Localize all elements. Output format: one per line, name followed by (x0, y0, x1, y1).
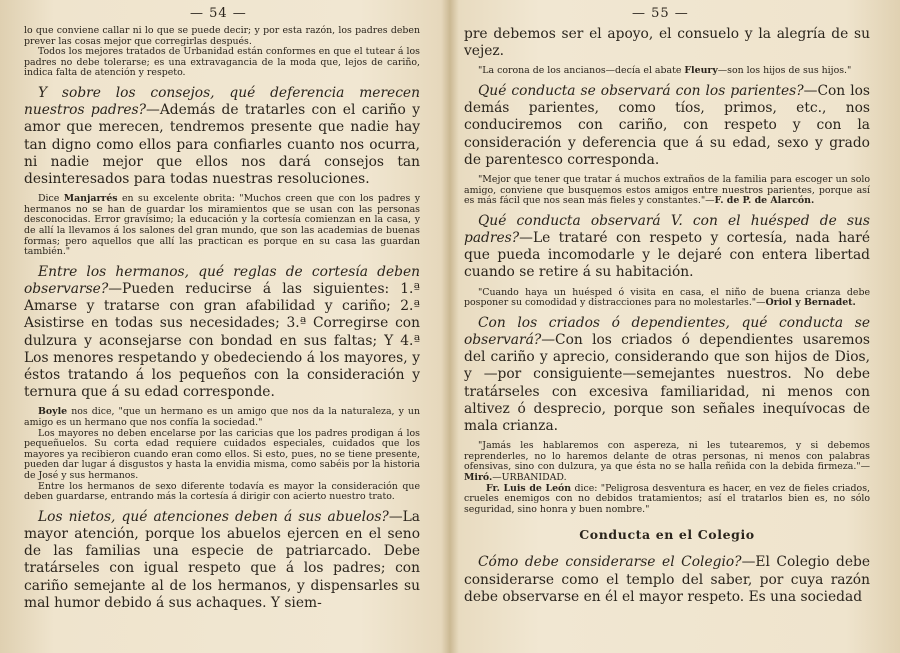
quote-text: —son los hijos de sus hijos." (717, 65, 852, 77)
page-number: — 55 — (632, 6, 689, 21)
question-paragraph (464, 315, 870, 435)
left-page (0, 0, 446, 653)
question: Qué conducta observará V. con el huésped de sus padres? (464, 212, 870, 246)
author-name: F. de P. de Alarcón. (714, 195, 815, 207)
author-name: Boyle (38, 406, 68, 418)
question: Los nietos, qué atenciones deben á sus abuelos? (38, 508, 389, 525)
quote-text: nos dice, "que un hermano es un amigo que nos da la naturaleza, y un amigo es un hermano que nos confía la sociedad." (24, 406, 420, 428)
author-name: Oriol y Bernadet. (765, 297, 856, 309)
quote-text: "Cuando haya un huésped ó visita en casa, el niño de buena crianza debe posponer su comodidad y distracciones para no molestarles."— (464, 286, 870, 309)
quote-paragraph (464, 175, 870, 207)
question: Con los criados ó dependientes, qué conducta se observará? (464, 314, 870, 348)
paragraph: pre debemos ser el apoyo, el consuelo y la alegría de su vejez. (464, 26, 870, 60)
answer: —La mayor atención, porque los abuelos ejercen en el seno de las familias una especie de patriarcado. Debe tratárseles con igual respeto que á los padres; con cariño semejante al de los hermanos, y dispensarles su mal humor debido á sus achaques. Y siem- (24, 508, 420, 611)
author-name: Manjarrés (63, 193, 118, 205)
answer: —Pueden reducirse á las siguientes: 1.ª Amarse y tratarse con gran afabilidad y cariño; 2.ª Asistirse en todas sus necesidades; 3.ª Corregirse con dulzura y aconsejarse con bondad en sus faltas; Y 4.ª Los menores respetando y obedeciendo á los mayores, y éstos tratando á los pequeños con la consideración y ternura que á su edad corresponde. (24, 280, 420, 401)
quote-paragraph (24, 407, 420, 428)
answer: —Además de tratarles con el cariño y amor que merecen, tendremos presente que nadie hay tan digno como ellos para confiarles cuanto nos ocurra, ni nadie mejor que ellos nos dará consejos tan desinteresados para todas nuestras resoluciones. (24, 102, 420, 187)
quote-text: en su excelente obrita: "Muchos creen que con los padres y hermanos no se han de guardar los miramientos que se usan con las personas desconocidas. Error gravísimo; la educación y la cortesía comienzan en la casa, y de allí la llevamos á los salones del gran mundo, que son las academias de buenas formas; pero aquellos que allí las practican es porque en su casa las guardan también." (24, 193, 421, 258)
right-page (452, 0, 900, 653)
quote-paragraph (464, 66, 870, 77)
page-text (24, 26, 420, 612)
paragraph: Entre los hermanos de sexo diferente todavía es mayor la consideración que deben guardarse, entrando más la cortesía á dirigir con acierto nuestro trato. (24, 480, 420, 503)
answer: —Con los criados ó dependientes usaremos del cariño y aprecio, considerando que son hijos de Dios, y —por consiguiente—semejantes nuestros. No debe tratárseles con excesiva familiaridad, ni menos con altivez ó desprecio, porque son señales inequívocas de mala crianza. (464, 332, 870, 435)
quote-text: "Jamás les hablaremos con aspereza, ni les tutearemos, y si debemos reprenderles, no lo haremos delante de otras personas, ni menos con palabras ofensivas, sino con dulzura, ya que ésta no se halla reñida con la debida firmeza."— (464, 440, 870, 473)
page-text (464, 26, 870, 606)
source-text: —URBANIDAD. (492, 472, 567, 483)
question: Qué conducta se observará con los parientes? (478, 83, 804, 99)
page-number: — 54 — (190, 6, 247, 21)
answer: —El Colegio debe considerarse como el templo del saber, por cuya razón debe observarse en él el mayor respeto. Es una sociedad (464, 554, 870, 605)
question-paragraph (464, 213, 870, 282)
question: Cómo debe considerarse el Colegio? (478, 554, 742, 571)
answer: —Con los demás parientes, como tíos, primos, etc., nos conduciremos con cariño, con respeto y con la consideración y deferencia que á su edad, sexo y grado de parentesco corresponda. (464, 83, 870, 168)
paragraph: Los mayores no deben encelarse por las caricias que los padres prodigan á los pequeñuelos. Su corta edad requiere cuidados especiales, cuidados que los mayores ya recibieron cuando eran como ellos. Si esto, pues, no se tiene presente, pueden dar lugar á disgustos y hasta la envidia misma, como sabéis por la historia de José y sus hermanos. (24, 427, 420, 481)
author-name: Fr. Luis de León (486, 482, 572, 494)
author-name: Fleury (684, 65, 718, 77)
quote-text: "Mejor que tener que tratar á muchos extraños de la familia para escoger un solo amigo, conviene que busquemos estos amigos entre nuestros parientes, porque así es más fácil que nos sean más fieles y constantes."— (464, 174, 870, 207)
paragraph: lo que conviene callar ni lo que se puede decir; y por esta razón, los padres deben prever las cosas mejor que corregirlas después. (24, 25, 420, 47)
question-paragraph (464, 83, 870, 169)
quote-text: dice: "Peligrosa desventura es hacer, en vez de fieles criados, crueles enemigos con no debidos tratamientos; así el tratarlos bien es, no sólo seguridad, sino honra y buen nombre." (464, 482, 870, 515)
quote-paragraph (464, 441, 870, 483)
question-paragraph (464, 554, 870, 606)
question: Y sobre los consejos, qué deferencia merecen nuestros padres? (24, 84, 420, 119)
question-paragraph (24, 509, 420, 612)
quote-paragraph (464, 484, 870, 516)
question: Entre los hermanos, qué reglas de cortesía deben observarse? (24, 263, 420, 297)
quote-paragraph (24, 194, 420, 258)
question-paragraph (24, 85, 420, 188)
author-name: Miró. (464, 472, 493, 483)
quote-text: Dice (38, 193, 64, 205)
quote-text: "La corona de los ancianos—decía el abate (478, 65, 685, 77)
question-paragraph (24, 264, 420, 402)
paragraph: Todos los mejores tratados de Urbanidad están conformes en que el tutear á los padres no debe tolerarse; es una extravagancia de la moda que, lejos de cariño, indica falta de atención y respeto. (24, 46, 420, 79)
section-heading: Conducta en el Colegio (579, 527, 755, 543)
quote-paragraph (464, 288, 870, 309)
answer: —Le trataré con respeto y cortesía, nada haré que pueda incomodarle y le dejaré con entera libertad cuando se retire á su habitación. (464, 230, 870, 281)
